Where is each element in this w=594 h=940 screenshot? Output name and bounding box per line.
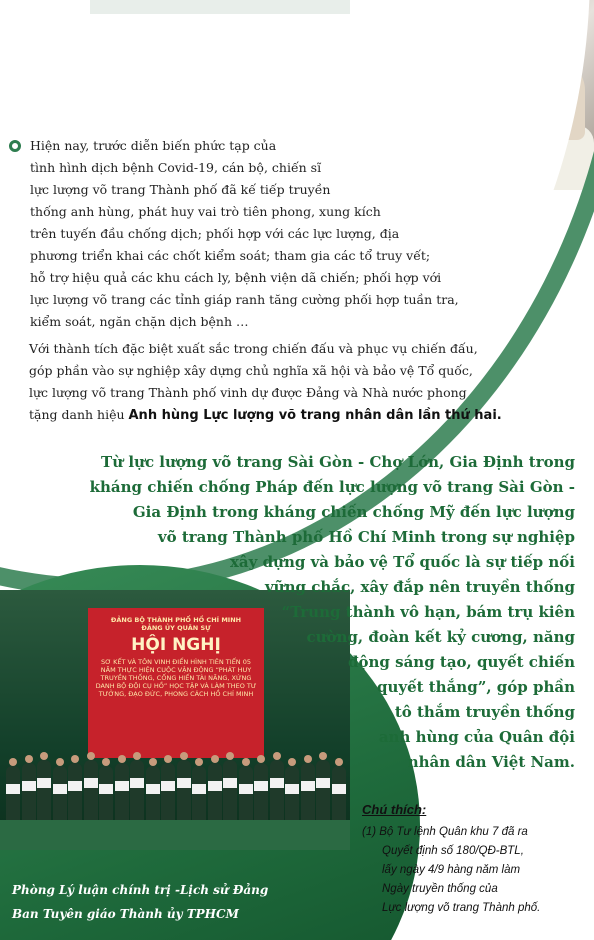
credit-line1: Phòng Lý luận chính trị -Lịch sử Đảng [12,883,269,897]
quote-line: võ trang Thành phố Hồ Chí Minh trong sự nghiệp [157,528,575,546]
certificate-frame [208,781,222,791]
stage-floor [0,820,350,850]
quote-line: vững chắc, xây đắp nên truyền thống [264,578,575,596]
quote-line: cường, đoàn kết kỷ cương, năng [306,628,575,646]
certificate-frame [161,781,175,791]
award-title: Anh hùng Lực lượng võ trang nhân dân lần thứ hai. [128,408,502,423]
text-line-last [29,404,577,427]
certificate-frame [146,784,160,794]
text-line: Hiện nay, trước diễn biến phức tạp của [30,138,277,153]
banner-line1: ĐẢNG BỘ THÀNH PHỐ HỒ CHÍ MINH [110,616,242,624]
footnote-line: Lực lượng võ trang Thành phố. [382,902,541,914]
text-line: tình hình dịch bệnh Covid-19, cán bộ, chiến sĩ [30,160,322,175]
quote-line: “Trung thành vô hạn, bám trụ kiên [281,603,575,621]
banner-line2: ĐẢNG ỦY QUÂN SỰ [141,624,211,632]
award-prefix: tặng danh hiệu [29,407,129,422]
decorative-top-strip [90,0,350,14]
quote-line: quyết thắng”, góp phần [376,678,575,696]
quote-line: nhân dân Việt Nam. [407,753,575,771]
text-line: kiểm soát, ngăn chặn dịch bệnh … [30,314,249,329]
quote-line: Gia Định trong kháng chiến chống Mỹ đến lực lượng [132,503,575,521]
text-line: góp phần vào sự nghiệp xây dựng chủ nghĩa xã hội và bảo vệ Tổ quốc, [29,363,473,378]
footnote-line: lấy ngày 4/9 hàng năm làm [382,864,521,876]
text-line: thống anh hùng, phát huy vai trò tiên phong, xung kích [30,204,381,219]
banner-body: SƠ KẾT VÀ TÔN VINH ĐIỂN HÌNH TIÊN TIẾN 05 NĂM THỰC HIỆN CUỘC VẬN ĐỘNG “PHÁT HUY TRUYỀN THỐNG, CỐNG HIẾN TÀI NĂNG, XỨNG DANH BỘ ĐỘI CỤ HỒ” HỌC TẬP VÀ LÀM THEO TƯ TƯỞNG, ĐẠO ĐỨC, PHONG CÁCH HỒ CHÍ MINH [95,658,257,698]
credit-block [12,878,282,926]
text-line: trên tuyến đầu chống dịch; phối hợp với các lực lượng, địa [30,226,400,241]
banner-title: HỘI NGHỊ [131,635,221,655]
certificate-frame [332,784,346,794]
certificate-frame [301,781,315,791]
text-line: lực lượng võ trang Thành phố đã kế tiếp truyền [30,182,331,197]
text-line: lực lượng võ trang Thành phố vinh dự được Đảng và Nhà nước phong [29,385,467,400]
certificate-frame [6,784,20,794]
certificate-frame [316,778,330,788]
certificate-frame [53,784,67,794]
text-line: lực lượng võ trang các tỉnh giáp ranh tăng cường phối hợp tuần tra, [30,292,459,307]
certificate-frame [254,781,268,791]
quote-line: động sáng tạo, quyết chiến [348,653,575,671]
paragraph-covid [30,135,550,333]
bullet-icon [9,140,21,152]
footnote-line: (1) Bộ Tư lệnh Quân khu 7 đã ra [362,826,528,838]
credit-line2: Ban Tuyên giáo Thành ủy TPHCM [12,907,239,921]
quote-line: tô thắm truyền thống [394,703,575,721]
text-line: Với thành tích đặc biệt xuất sắc trong chiến đấu và phục vụ chiến đấu, [29,341,478,356]
quote-line: kháng chiến chống Pháp đến lực lượng võ trang Sài Gòn - [89,478,575,496]
certificate-frame [99,784,113,794]
certificate-frame [239,784,253,794]
footnote [362,800,594,918]
tradition-quote [30,450,575,775]
certificate-frame [130,778,144,788]
footnote-title: Chú thích: [362,802,427,817]
text-line: hỗ trợ hiệu quả các khu cách ly, bệnh viện dã chiến; phối hợp với [30,270,442,285]
quote-line: xây dựng và bảo vệ Tổ quốc là sự tiếp nối [229,553,575,571]
footnote-line: Quyết định số 180/QĐ-BTL, [382,845,524,857]
person-head [9,758,17,766]
certificate-frame [22,781,36,791]
certificate-frame [84,778,98,788]
quote-line: anh hùng của Quân đội [378,728,575,746]
paragraph-award [29,338,577,427]
certificate-frame [270,778,284,788]
footnote-line: Ngày truyền thống của [382,883,498,895]
certificate-frame [68,781,82,791]
certificate-frame [285,784,299,794]
text-line: phương triển khai các chốt kiểm soát; tham gia các tổ truy vết; [30,248,431,263]
ceremony-person [6,766,20,820]
certificate-frame [223,778,237,788]
quote-line: Từ lực lượng võ trang Sài Gòn - Chợ Lớn, Gia Định trong [101,453,575,471]
certificate-frame [192,784,206,794]
certificate-frame [177,778,191,788]
certificate-frame [115,781,129,791]
certificate-frame [37,778,51,788]
